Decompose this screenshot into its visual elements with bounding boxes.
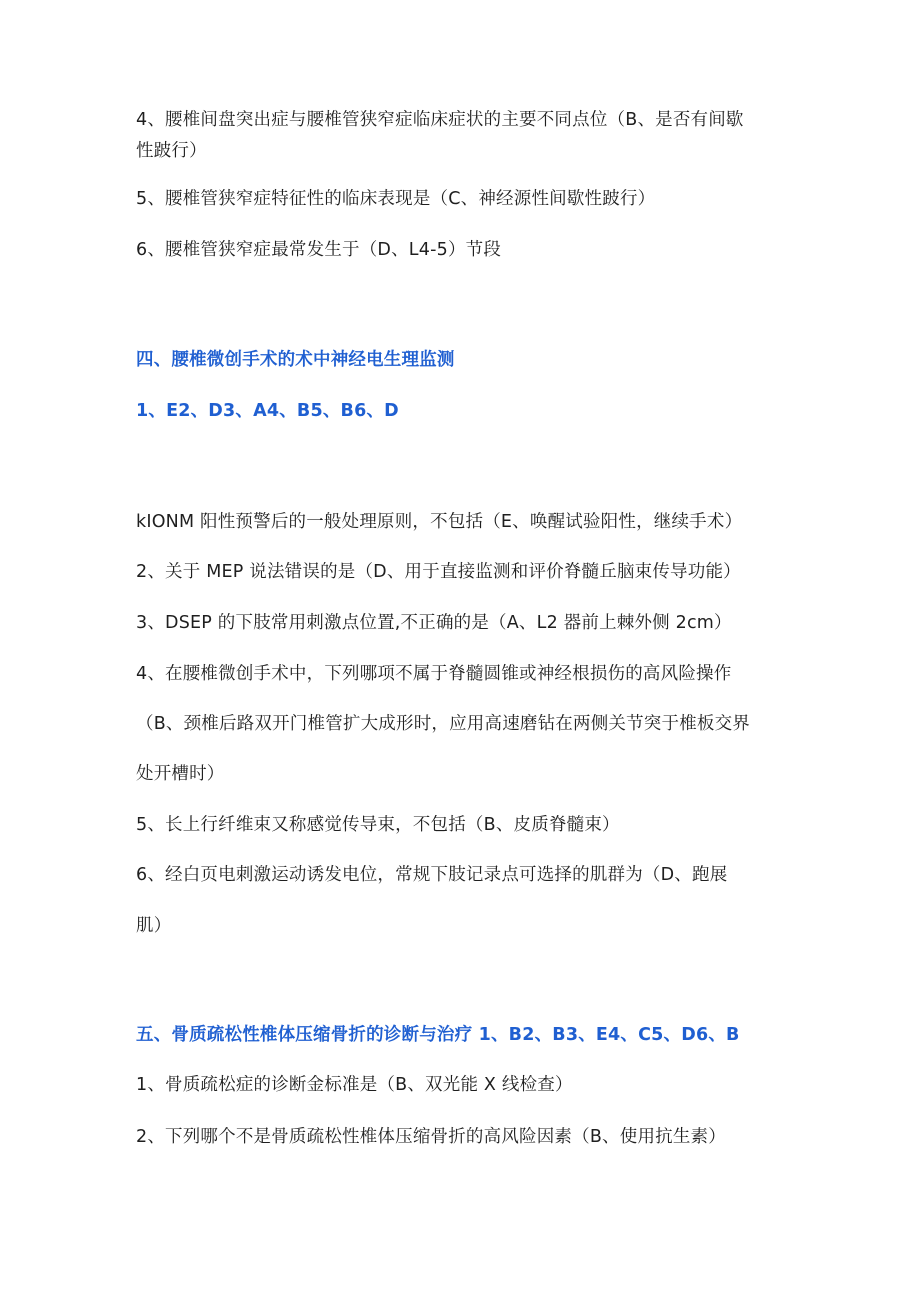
- section-4-question-4-line-1: 4、在腰椎微创手术中，下列哪项不属于脊髓圆锥或神经根损伤的高风险操作: [136, 664, 732, 684]
- section-4-heading: 四、腰椎微创手术的术中神经电生理监测: [136, 350, 455, 370]
- section-4-question-6-line-2: 肌）: [136, 916, 172, 936]
- section-4-question-6-line-1: 6、经白页电刺激运动诱发电位，常规下肢记录点可选择的肌群为（D、跑展: [136, 865, 728, 885]
- section-5-question-1: 1、骨质疏松症的诊断金标准是（B、双光能 X 线检查）: [136, 1075, 573, 1095]
- section-5-question-2: 2、下列哪个不是骨质疏松性椎体压缩骨折的高风险因素（B、使用抗生素）: [136, 1127, 726, 1147]
- question-5: 5、腰椎管狭窄症特征性的临床表现是（C、神经源性间歇性跛行）: [136, 189, 656, 209]
- question-4-line-2: 性跛行）: [136, 141, 207, 161]
- section-4-question-4-line-3: 处开槽时）: [136, 764, 225, 784]
- question-4-line-1: 4、腰椎间盘突出症与腰椎管狭窄症临床症状的主要不同点位（B、是否有间歇: [136, 110, 744, 130]
- section-4-question-2: 2、关于 MEP 说法错误的是（D、用于直接监测和评价脊髓丘脑束传导功能）: [136, 562, 741, 582]
- section-4-question-1: kIONM 阳性预警后的一般处理原则，不包括（E、唤醒试验阳性，继续手术）: [136, 512, 743, 532]
- question-6: 6、腰椎管狭窄症最常发生于（D、L4-5）节段: [136, 240, 502, 260]
- section-4-question-4-line-2: （B、颈椎后路双开门椎管扩大成形时，应用高速磨钻在两侧关节突于椎板交界: [136, 714, 751, 734]
- section-4-answer-key: 1、E2、D3、A4、B5、B6、D: [136, 401, 399, 421]
- section-4-question-3: 3、DSEP 的下肢常用刺激点位置,不正确的是（A、L2 器前上棘外侧 2cm）: [136, 613, 732, 633]
- section-4-question-5: 5、长上行纤维束又称感觉传导束，不包括（B、皮质脊髓束）: [136, 815, 620, 835]
- section-5-heading: 五、骨质疏松性椎体压缩骨折的诊断与治疗 1、B2、B3、E4、C5、D6、B: [136, 1025, 740, 1045]
